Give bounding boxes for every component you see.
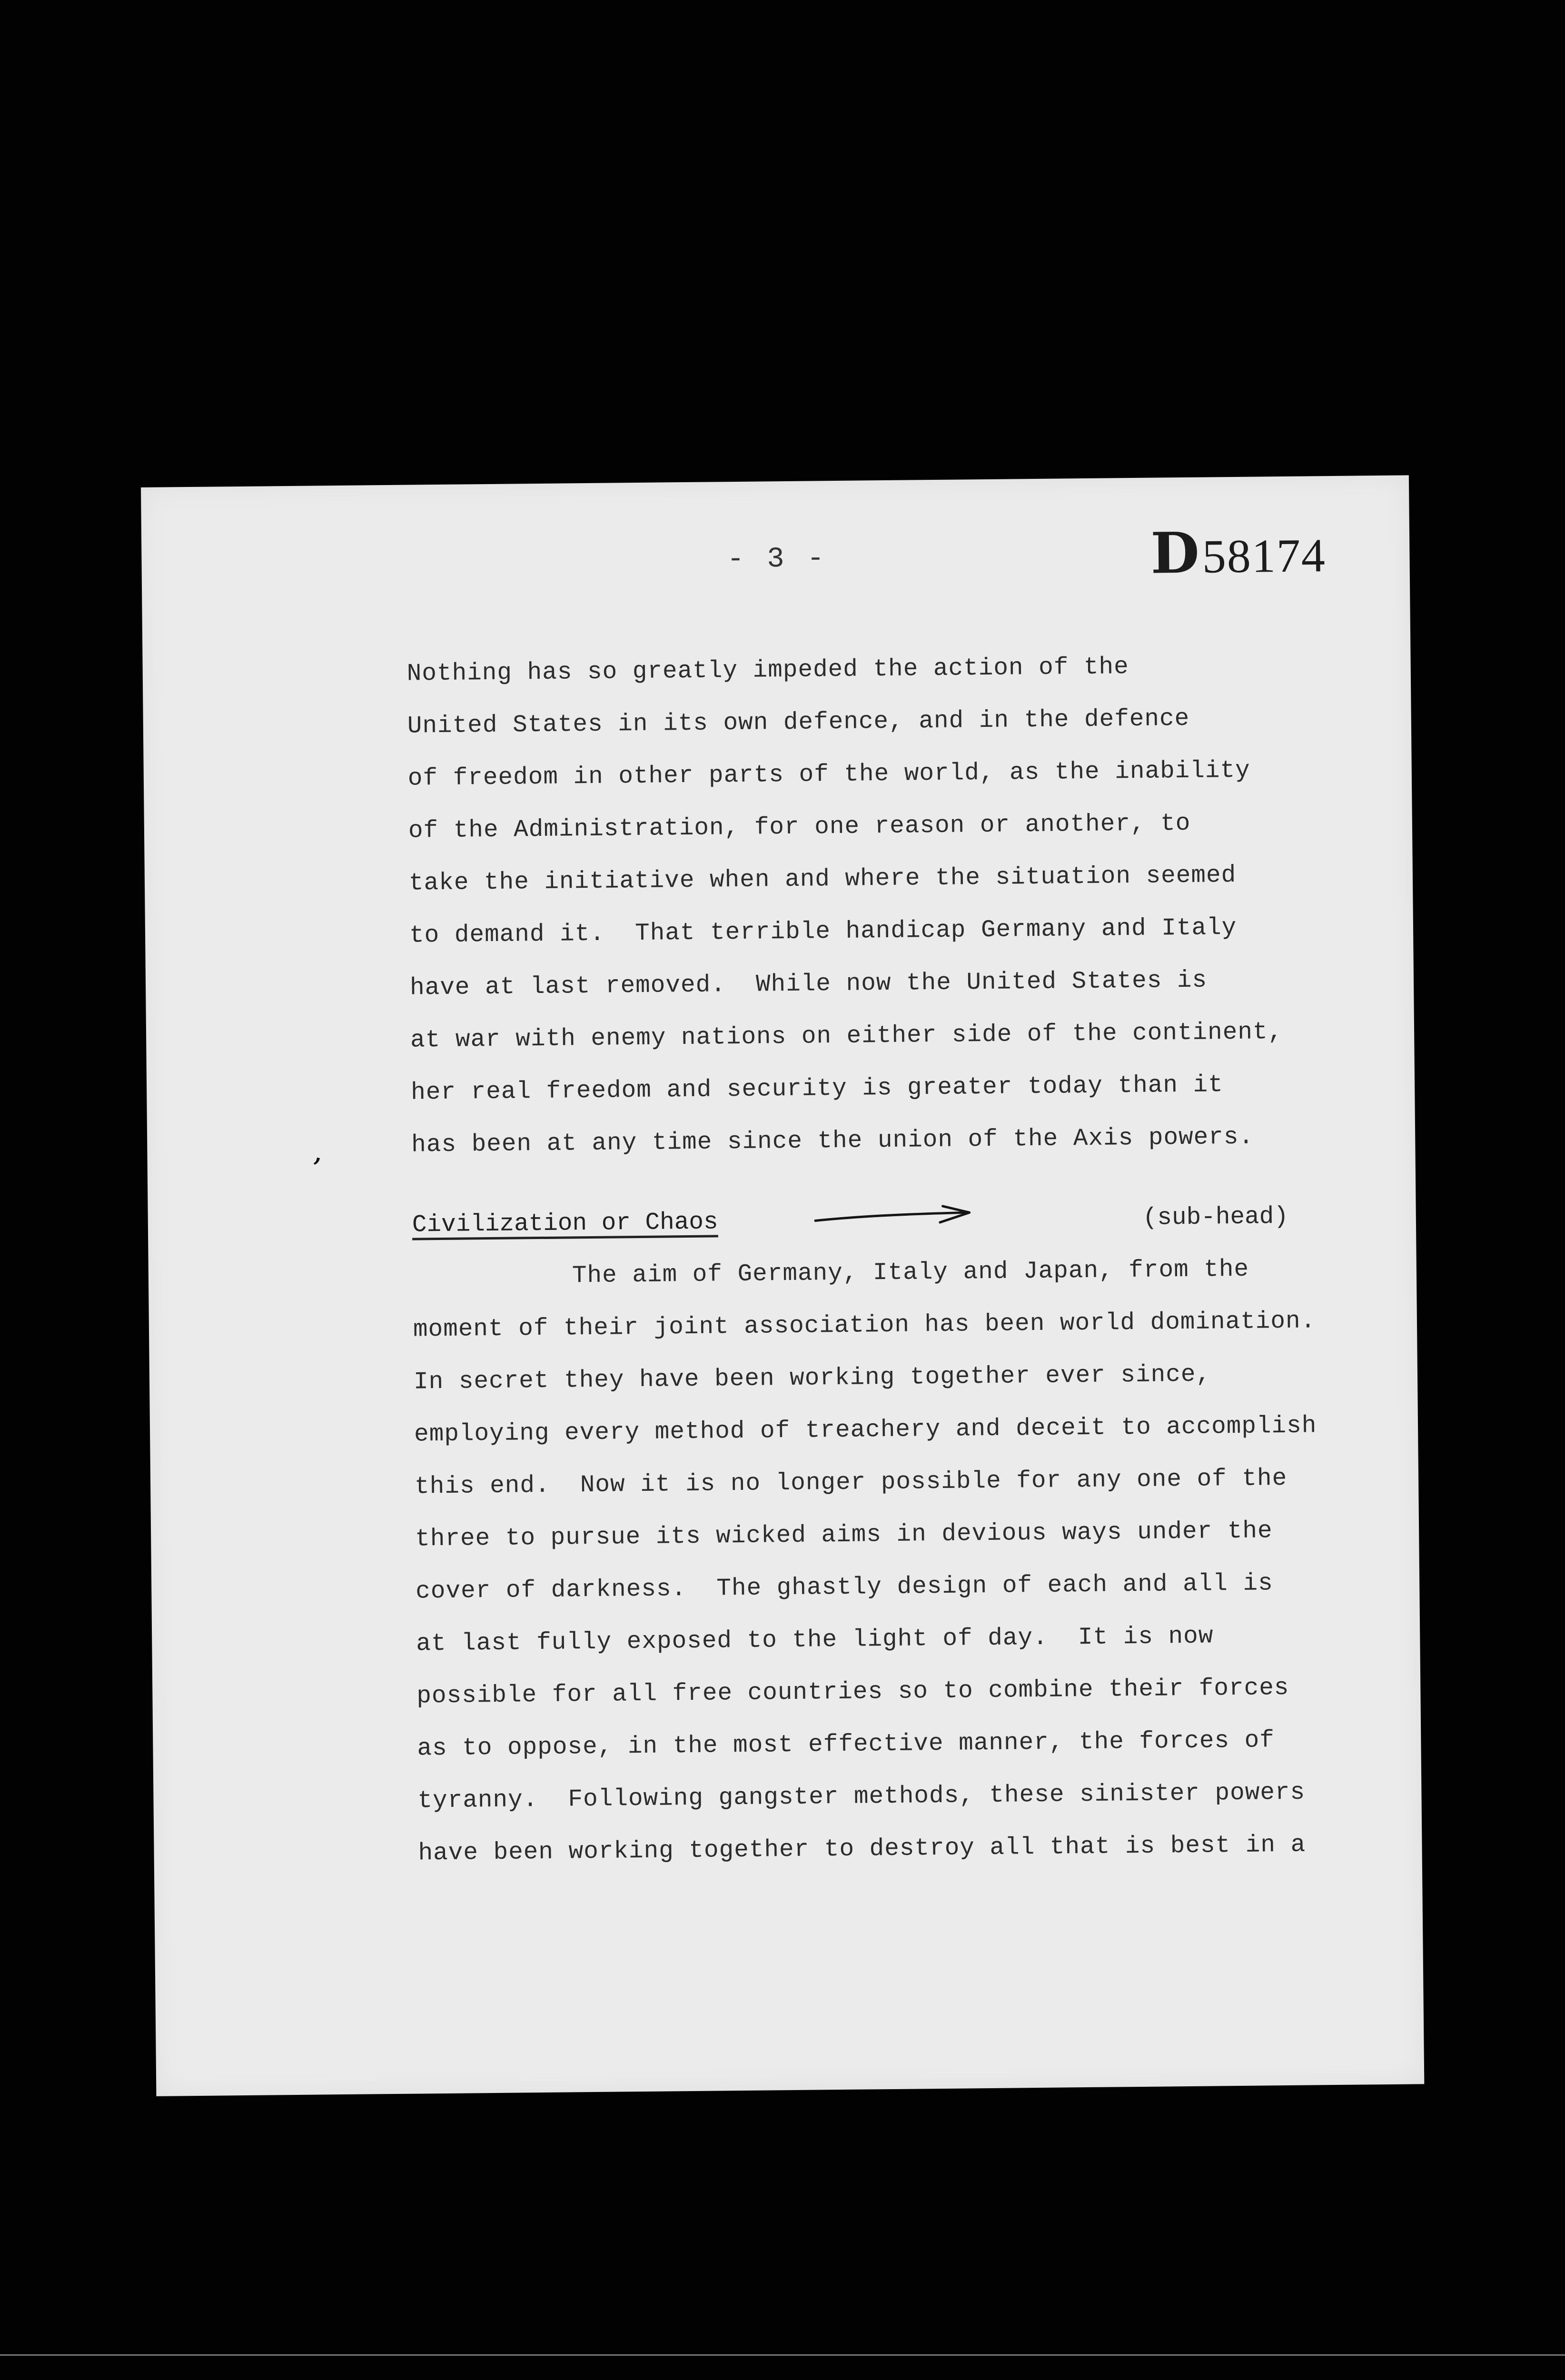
paragraph-2-line: as to oppose, in the most effective manner, the forces of: [417, 1727, 1275, 1763]
paragraph-2-line: possible for all free countries so to combine their forces: [416, 1674, 1289, 1710]
paragraph-1-line: take the initiative when and where the situation seemed: [408, 862, 1237, 897]
paragraph-2-line: three to pursue its wicked aims in devious ways under the: [415, 1517, 1273, 1553]
page-number: - 3 -: [727, 543, 827, 576]
paragraph-2-line: have been working together to destroy all that is best in a: [418, 1831, 1306, 1867]
paragraph-2-line: The aim of Germany, Italy and Japan, from the: [572, 1256, 1249, 1290]
document-page: [141, 475, 1424, 2096]
paragraph-1-line: of the Administration, for one reason or another, to: [408, 810, 1191, 845]
paragraph-2-line: tyranny. Following gangster methods, these sinister powers: [417, 1779, 1306, 1815]
scan-border-line: [0, 2354, 1565, 2356]
paragraph-2-line: In secret they have been working together ever since,: [413, 1361, 1211, 1396]
paragraph-1-line: Nothing has so greatly impeded the action of the: [406, 654, 1129, 688]
paragraph-1-line: United States in its own defence, and in the defence: [407, 705, 1190, 740]
archive-stamp: [1150, 519, 1327, 586]
hand-drawn-arrow-icon: [814, 1203, 976, 1228]
paragraph-1-line: her real freedom and security is greater today than it: [410, 1071, 1224, 1107]
subhead-note: (sub-head): [1142, 1203, 1289, 1232]
paragraph-1-line: have at last removed. While now the United States is: [409, 967, 1208, 1002]
margin-tick-mark: ʼ: [306, 1151, 323, 1188]
paragraph-1-line: has been at any time since the union of the Axis powers.: [411, 1123, 1254, 1159]
paragraph-2-line: this end. Now it is no longer possible for any one of the: [414, 1465, 1288, 1501]
stamp-number: 58174: [1202, 529, 1327, 583]
paragraph-2-line: moment of their joint association has been world domination.: [413, 1308, 1316, 1344]
subhead-title: Civilization or Chaos: [412, 1209, 718, 1239]
paragraph-1-line: of freedom in other parts of the world, as the inability: [407, 757, 1250, 793]
paragraph-1-line: to demand it. That terrible handicap Germany and Italy: [409, 914, 1237, 950]
paragraph-1-line: at war with enemy nations on either side of the continent,: [410, 1019, 1283, 1054]
paragraph-2-line: employing every method of treachery and deceit to accomplish: [414, 1412, 1317, 1448]
stamp-letter: D: [1150, 519, 1200, 586]
paragraph-2-line: cover of darkness. The ghastly design of each and all is: [416, 1570, 1273, 1606]
paragraph-2-line: at last fully exposed to the light of day. It is now: [416, 1623, 1214, 1658]
